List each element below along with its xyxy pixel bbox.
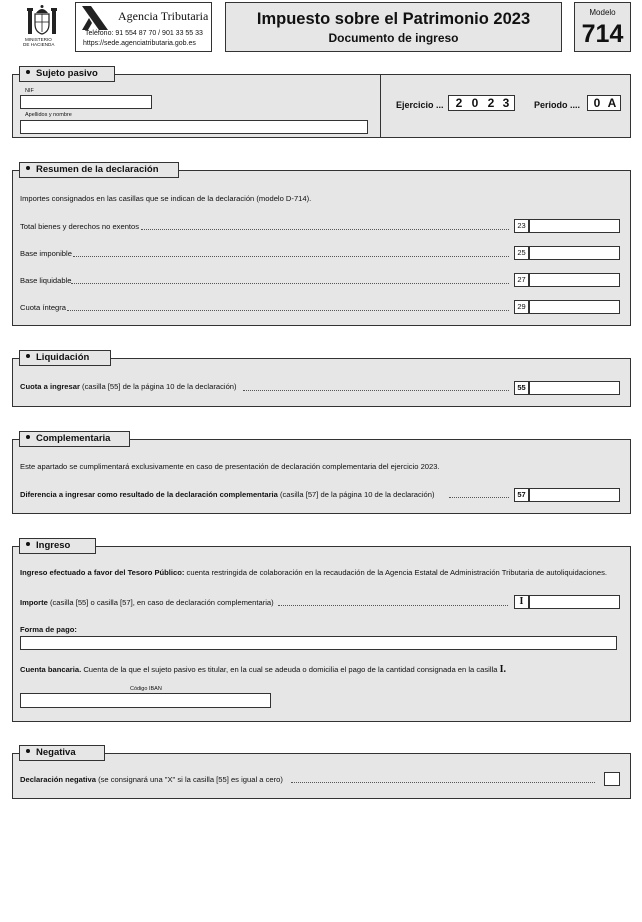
agency-logo-icon	[82, 6, 108, 30]
coat-of-arms-icon	[22, 4, 62, 38]
negativa-tab	[19, 745, 105, 761]
box-number: 29	[514, 300, 529, 314]
leader-dots	[67, 310, 509, 311]
resumen-tab	[19, 162, 179, 178]
liquidacion-label-bold: Cuota a ingresar	[20, 382, 80, 391]
resumen-section	[12, 170, 631, 326]
ingreso-intro-rest: cuenta restringida de colaboración en la recaudación de la Agencia Estatal de Administración Tributaria de autoliquidaciones.	[184, 568, 608, 577]
cuenta-bancaria-rest: Cuenta de la que el sujeto pasivo es titular, en la cual se adeuda o domicilia el pago de la cantidad consignada en la casilla	[81, 665, 498, 674]
box-number: 55	[514, 381, 529, 395]
ejercicio-digit: 0	[471, 96, 479, 110]
sujeto-pasivo-tab	[19, 66, 115, 82]
resumen-intro: Importes consignados en las casillas que se indican de la declaración (modelo D-714).	[20, 194, 312, 203]
importe-label	[20, 598, 274, 608]
cuenta-bancaria-bold: Cuenta bancaria.	[20, 665, 82, 674]
liquidacion-label-rest: (casilla [55] de la página 10 de la declaración)	[79, 382, 237, 391]
name-field[interactable]	[20, 120, 368, 134]
ingreso-tab	[19, 538, 96, 554]
resumen-row-label: Cuota íntegra	[20, 303, 67, 312]
section-tab-label: Ingreso	[36, 540, 71, 551]
importe-box-number: I	[514, 595, 529, 609]
box-value[interactable]	[529, 246, 620, 260]
section-tab-label: Complementaria	[36, 433, 111, 444]
ejercicio-label: Ejercicio ...	[396, 100, 444, 110]
complementaria-section	[12, 439, 631, 514]
resumen-row-label: Total bienes y derechos no exentos	[20, 222, 140, 231]
negativa-label-rest: (se consignará una "X" si la casilla [55] es igual a cero)	[95, 775, 283, 784]
box-number: 57	[514, 488, 529, 502]
name-label: Apellidos y nombre	[25, 112, 72, 118]
leader-dots	[449, 497, 509, 498]
importe-value[interactable]	[529, 595, 620, 609]
box-number: 25	[514, 246, 529, 260]
page-subtitle: Documento de ingreso	[328, 31, 459, 45]
leader-dots	[278, 605, 508, 606]
section-divider	[380, 75, 381, 137]
importe-label-bold: Importe	[20, 598, 48, 607]
ejercicio-field[interactable]	[448, 95, 515, 111]
ministry-line2: DE HACIENDA	[23, 42, 55, 47]
modelo-label: Modelo	[589, 8, 616, 17]
page-title: Impuesto sobre el Patrimonio 2023	[256, 10, 531, 28]
resumen-row-label: Base imponible	[20, 249, 72, 258]
periodo-label: Periodo ....	[534, 100, 581, 110]
box-value[interactable]	[529, 219, 620, 233]
complementaria-intro: Este apartado se cumplimentará exclusivamente en caso de presentación de declaración complementaria del ejercicio 2023.	[20, 462, 440, 471]
agency-website: https://sede.agenciatributaria.gob.es	[83, 40, 196, 47]
ingreso-intro	[20, 568, 607, 578]
sujeto-pasivo-section	[12, 74, 631, 138]
nif-label: NIF	[25, 88, 34, 94]
box-number: 23	[514, 219, 529, 233]
ministry-logo	[22, 4, 62, 50]
modelo-number: 714	[581, 20, 624, 48]
agency-box	[75, 2, 212, 52]
section-tab-label: Negativa	[36, 747, 76, 758]
box-value[interactable]	[529, 488, 620, 502]
iban-label: Código IBAN	[130, 686, 162, 692]
leader-dots	[291, 782, 595, 783]
forma-pago-field[interactable]	[20, 636, 617, 650]
leader-dots	[71, 283, 509, 284]
ingreso-section	[12, 546, 631, 722]
periodo-digit: A	[607, 96, 617, 110]
ejercicio-digit: 2	[455, 96, 463, 110]
title-box	[225, 2, 562, 52]
complementaria-label-bold: Diferencia a ingresar como resultado de la declaración complementaria	[20, 490, 278, 499]
section-tab-label: Liquidación	[36, 352, 90, 363]
importe-label-rest: (casilla [55] o casilla [57], en caso de declaración complementaria)	[47, 598, 274, 607]
resumen-row-label: Base liquidable	[20, 276, 72, 285]
complementaria-label-rest: (casilla [57] de la página 10 de la declaración)	[277, 490, 435, 499]
box-number: 27	[514, 273, 529, 287]
box-value[interactable]	[529, 273, 620, 287]
cuenta-box-ref: I.	[499, 664, 506, 675]
ministry-line1: MINISTERIO	[25, 37, 52, 42]
leader-dots	[141, 229, 509, 230]
section-tab-label: Sujeto pasivo	[36, 68, 98, 79]
box-value[interactable]	[529, 381, 620, 395]
leader-dots	[73, 256, 509, 257]
cuenta-bancaria-label	[20, 665, 506, 675]
periodo-digit: 0	[593, 96, 601, 110]
nif-field[interactable]	[20, 95, 152, 109]
complementaria-tab	[19, 431, 130, 447]
liquidacion-tab	[19, 350, 111, 366]
negativa-checkbox[interactable]	[604, 772, 620, 786]
complementaria-label	[20, 490, 435, 500]
ingreso-intro-bold: Ingreso efectuado a favor del Tesoro Público:	[20, 568, 185, 577]
agency-phone: Teléfono: 91 554 87 70 / 901 33 55 33	[85, 30, 203, 37]
negativa-label	[20, 775, 283, 785]
periodo-field[interactable]	[587, 95, 621, 111]
negativa-label-bold: Declaración negativa	[20, 775, 96, 784]
section-tab-label: Resumen de la declaración	[36, 164, 159, 175]
agency-name: Agencia Tributaria	[118, 9, 209, 23]
modelo-box	[574, 2, 631, 52]
forma-pago-label: Forma de pago:	[20, 625, 77, 634]
box-value[interactable]	[529, 300, 620, 314]
leader-dots	[243, 390, 509, 391]
ejercicio-digit: 2	[487, 96, 495, 110]
liquidacion-label	[20, 382, 237, 392]
ejercicio-digit: 3	[502, 96, 510, 110]
iban-field[interactable]	[20, 693, 271, 708]
